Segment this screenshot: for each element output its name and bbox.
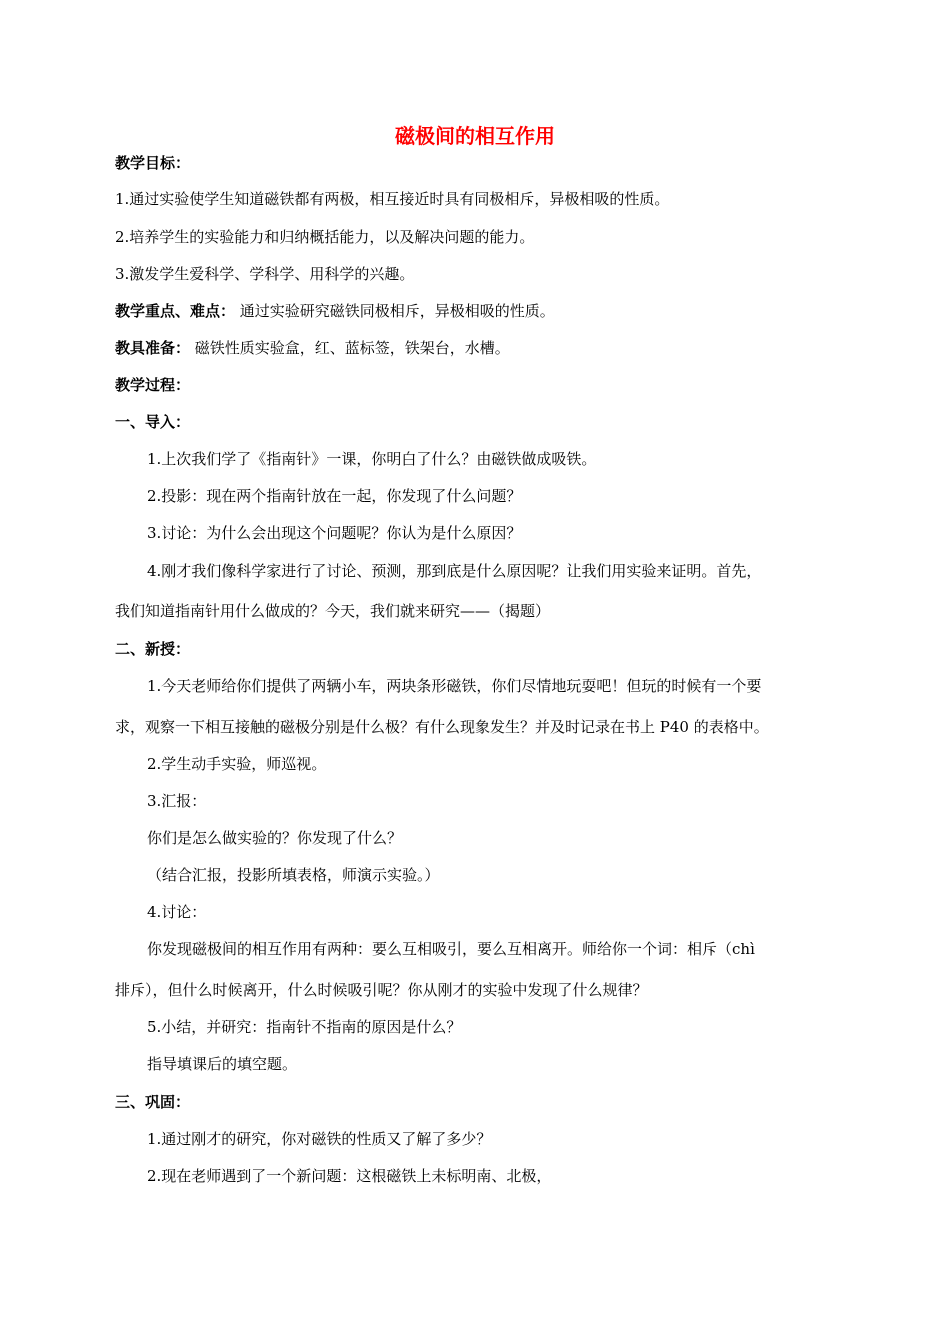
materials — [115, 337, 845, 359]
list-item: 1.通过刚才的研究，你对磁铁的性质又了解了多少？ — [147, 1130, 492, 1148]
list-item: 你发现磁极间的相互作用有两种：要么互相吸引，要么互相离开。师给你一个词：相斥（chì — [147, 940, 755, 958]
list-item: 3.汇报： — [147, 792, 207, 810]
section2-heading: 二、新授： — [115, 640, 191, 658]
list-item: 2.投影：现在两个指南针放在一起，你发现了什么问题？ — [147, 487, 522, 505]
materials-label: 教具准备： — [115, 339, 191, 357]
list-item: 5.小结，并研究：指南针不指南的原因是什么？ — [147, 1018, 462, 1036]
list-item: 1.今天老师给你们提供了两辆小车，两块条形磁铁，你们尽情地玩耍吧！但玩的时候有一个要 — [147, 677, 762, 695]
objective-item: 2.培养学生的实验能力和归纳概括能力，以及解决问题的能力。 — [115, 228, 535, 246]
list-item: 指导填课后的填空题。 — [147, 1055, 298, 1073]
section1-heading: 一、导入： — [115, 413, 191, 431]
list-item: 1.上次我们学了《指南针》一课，你明白了什么？由磁铁做成吸铁。 — [147, 450, 597, 468]
key-points-label: 教学重点、难点： — [115, 302, 236, 320]
list-item: （结合汇报，投影所填表格，师演示实验。） — [147, 866, 440, 884]
list-item: 4.刚才我们像科学家进行了讨论、预测，那到底是什么原因呢？让我们用实验来证明。首先， — [147, 562, 762, 580]
list-item: 3.讨论：为什么会出现这个问题呢？你认为是什么原因？ — [147, 524, 522, 542]
objective-item: 1.通过实验使学生知道磁铁都有两极，相互接近时具有同极相斥，异极相吸的性质。 — [115, 190, 670, 208]
list-item: 排斥），但什么时候离开，什么时候吸引呢？你从刚才的实验中发现了什么规律？ — [115, 981, 648, 999]
list-item: 2.现在老师遇到了一个新问题：这根磁铁上未标明南、北极， — [147, 1167, 552, 1185]
list-item: 4.讨论： — [147, 903, 207, 921]
objectives-heading: 教学目标： — [115, 154, 191, 172]
list-item: 你们是怎么做实验的？你发现了什么？ — [147, 829, 403, 847]
list-item: 2.学生动手实验，师巡视。 — [147, 755, 327, 773]
objective-item: 3.激发学生爱科学、学科学、用科学的兴趣。 — [115, 265, 415, 283]
section3-heading: 三、巩固： — [115, 1093, 191, 1111]
page-title: 磁极间的相互作用 — [395, 124, 555, 148]
materials-text: 磁铁性质实验盒，红、蓝标签，铁架台，水槽。 — [190, 339, 510, 357]
key-points-text: 通过实验研究磁铁同极相斥，异极相吸的性质。 — [235, 302, 555, 320]
list-item: 求，观察一下相互接触的磁极分别是什么极？有什么现象发生？并及时记录在书上 P40 的表格中。 — [115, 718, 769, 736]
process-heading: 教学过程： — [115, 376, 191, 394]
list-item: 我们知道指南针用什么做成的？今天，我们就来研究——（揭题） — [115, 602, 551, 620]
key-points — [115, 300, 845, 322]
